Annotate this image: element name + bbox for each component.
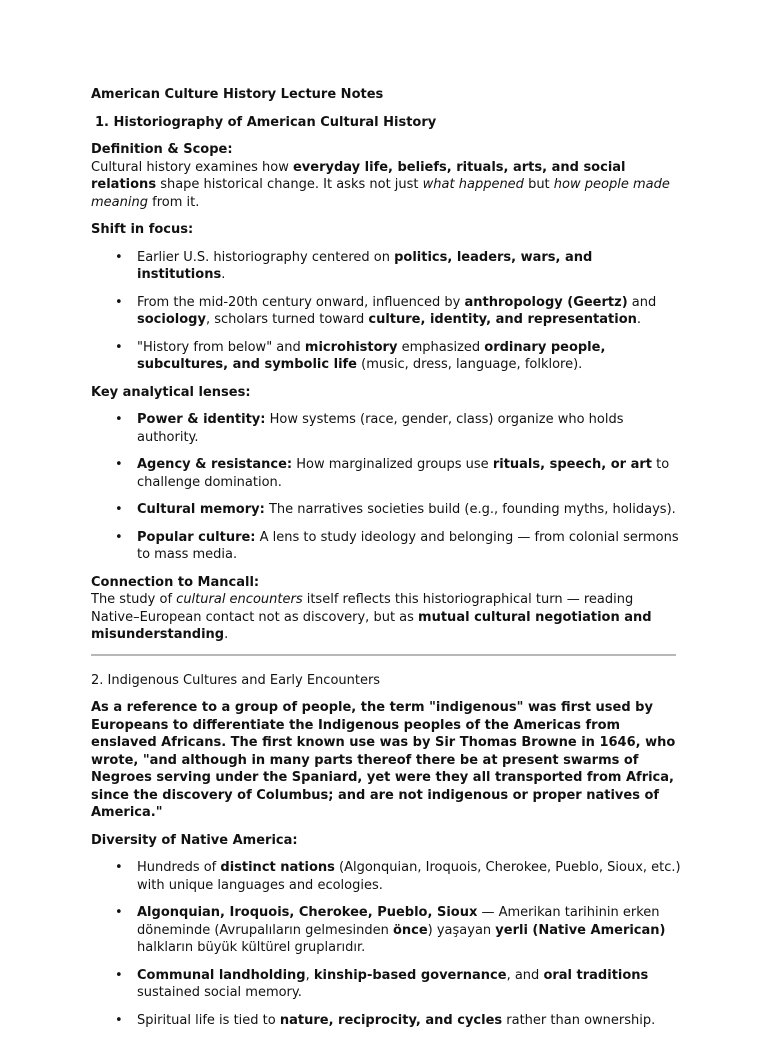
list-item: • Cultural memory: The narratives societies build (e.g., founding myths, holidays).: [115, 502, 676, 517]
list-item: • Agency & resistance: How marginalized groups use rituals, speech, or art to challenge domination.: [115, 457, 670, 490]
diversity-label: Diversity of Native America:: [91, 832, 298, 848]
lenses-list: [91, 411, 681, 564]
bullet-icon: •: [115, 860, 123, 875]
definition-paragraph: Cultural history examines how everyday life, beliefs, rituals, arts, and social relations shape historical change. It asks not just what happened but how people made meaning from it.: [91, 159, 670, 210]
bullet-icon: •: [115, 529, 123, 545]
bullet-icon: •: [115, 457, 123, 472]
bullet-icon: •: [115, 339, 123, 355]
document-body: [91, 86, 681, 1039]
bullet-icon: •: [115, 502, 123, 517]
bullet-icon: •: [115, 249, 123, 265]
list-item: • Power & identity: How systems (race, gender, class) organize who holds authority.: [115, 412, 624, 445]
list-item: • Communal landholding, kinship-based governance, and oral traditions sustained social memory.: [115, 967, 649, 1000]
list-item: • Algonquian, Iroquois, Cherokee, Pueblo, Sioux — Amerikan tarihinin erken döneminde (Avrupalıların gelmesinden önce) yaşayan yerli (Native American) halkların büyük kültürel gruplarıdır.: [115, 905, 666, 955]
diversity-list: [91, 859, 681, 1029]
bullet-icon: •: [115, 1012, 123, 1028]
section-1-heading: 1. Historiography of American Cultural History: [95, 114, 437, 130]
bullet-icon: •: [115, 294, 123, 310]
connection-paragraph: The study of cultural encounters itself reflects this historiographical turn — reading Native–European contact not as discovery, but as mutual cultural negotiation and misunderstanding.: [91, 592, 652, 642]
lenses-label: Key analytical lenses:: [91, 384, 251, 400]
connection-label: Connection to Mancall:: [91, 574, 260, 590]
list-item: • Hundreds of distinct nations (Algonquian, Iroquois, Cherokee, Pueblo, Sioux, etc.) with unique languages and ecologies.: [115, 860, 681, 893]
section-divider: [91, 654, 676, 656]
document-title: American Culture History Lecture Notes: [91, 87, 384, 102]
section-2-heading: 2. Indigenous Cultures and Early Encounters: [91, 672, 381, 688]
list-item: • Popular culture: A lens to study ideology and belonging — from colonial sermons to mass media.: [115, 529, 679, 562]
list-item: • "History from below" and microhistory emphasized ordinary people, subcultures, and symbolic life (music, dress, language, folklore).: [115, 339, 606, 372]
bullet-icon: •: [115, 905, 123, 920]
list-item: • From the mid-20th century onward, influenced by anthropology (Geertz) and sociology, scholars turned toward culture, identity, and representation.: [115, 294, 657, 327]
list-item: • Earlier U.S. historiography centered on politics, leaders, wars, and institutions.: [115, 249, 593, 282]
bullet-icon: •: [115, 967, 123, 983]
list-item: • Spiritual life is tied to nature, reciprocity, and cycles rather than ownership.: [115, 1012, 656, 1028]
indigenous-definition-paragraph: As a reference to a group of people, the term "indigenous" was first used by Europeans to differentiate the Indigenous peoples of the Americas from enslaved Africans. The first known use was by Sir Thomas Browne in 1646, who wrote, "and although in many parts thereof there be at present swarms of Negroes serving under the Spaniard, yet were they all transported from Africa, since the discovery of Columbus; and are not indigenous or proper natives of America.": [91, 700, 676, 820]
shift-label: Shift in focus:: [91, 222, 194, 237]
shift-list: [91, 249, 681, 374]
bullet-icon: •: [115, 412, 123, 427]
definition-label: Definition & Scope:: [91, 142, 233, 157]
